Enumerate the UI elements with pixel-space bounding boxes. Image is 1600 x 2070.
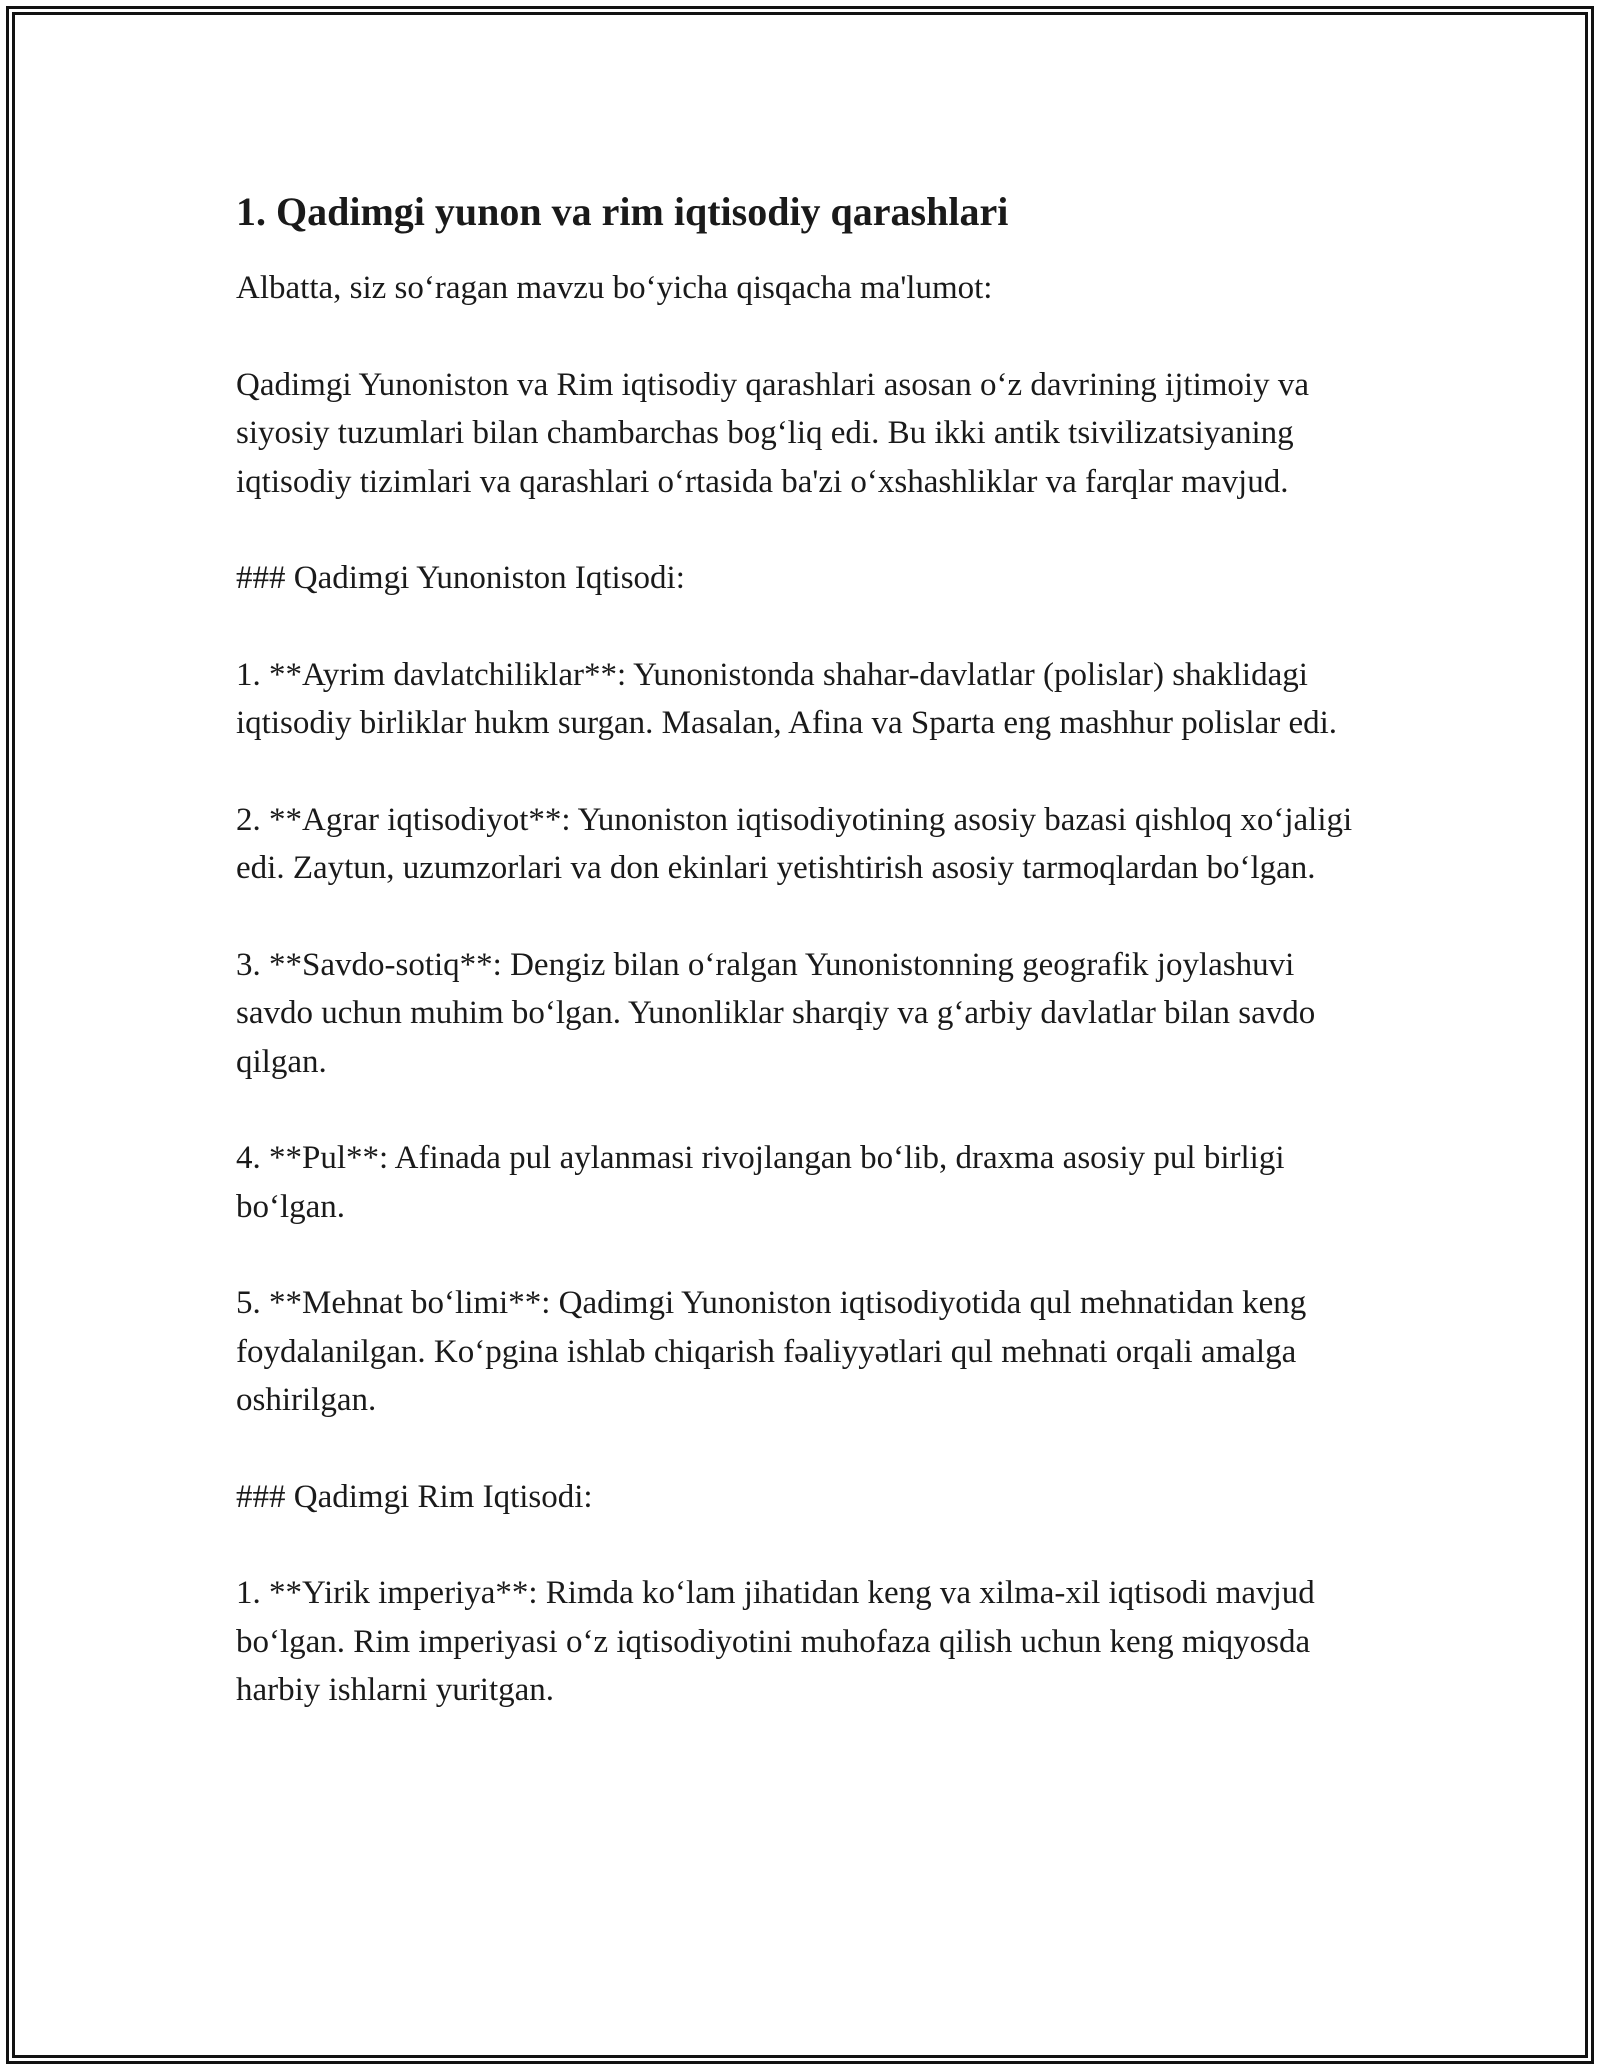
greece-item-1: 1. **Ayrim davlatchiliklar**: Yunonistonda shahar-davlatlar (polislar) shaklidagi iqtisodiy birliklar hukm surgan. Masalan, Afina va Sparta eng mashhur polislar edi. — [236, 656, 1338, 741]
greece-item-3: 3. **Savdo-sotiq**: Dengiz bilan o‘ralgan Yunonistonning geografik joylashuvi savdo uchun muhim bo‘lgan. Yunonliklar sharqiy va g‘arbiy davlatlar bilan savdo qilgan. — [236, 946, 1316, 1080]
intro-paragraph: Albatta, siz so‘ragan mavzu bo‘yicha qisqacha ma'lumot: — [236, 270, 993, 306]
section-heading-rome: ### Qadimgi Rim Iqtisodi: — [236, 1478, 593, 1515]
document-title: 1. Qadimgi yunon va rim iqtisodiy qarashlari — [236, 189, 1009, 234]
greece-item-4: 4. **Pul**: Afinada pul aylanmasi rivojlangan bo‘lib, draxma asosiy pul birligi bo‘lgan. — [236, 1140, 1285, 1225]
overview-paragraph: Qadimgi Yunoniston va Rim iqtisodiy qarashlari asosan o‘z davrining ijtimoiy va siyosiy tuzumlari bilan chambarchas bog‘liq edi. Bu ikki antik tsivilizatsiyaning iqtisodiy tizimlari va qarashlari o‘rtasida ba'zi o‘xshashliklar va farqlar mavjud. — [236, 366, 1309, 500]
rome-item-1: 1. **Yirik imperiya**: Rimda ko‘lam jihatidan keng va xilma-xil iqtisodi mavjud bo‘lgan. Rim imperiyasi o‘z iqtisodiyotini muhofaza qilish uchun keng miqyosda harbiy ishlarni yuritgan. — [236, 1575, 1315, 1708]
section-heading-greece: ### Qadimgi Yunoniston Iqtisodi: — [236, 560, 685, 596]
document-page — [236, 182, 1366, 1715]
greece-item-2: 2. **Agrar iqtisodiyot**: Yunoniston iqtisodiyotining asosiy bazasi qishloq xo‘jaligi edi. Zaytun, uzumzorlari va don ekinlari yetishtirish asosiy tarmoqlardan bo‘lgan. — [236, 801, 1353, 886]
greece-item-5: 5. **Mehnat bo‘limi**: Qadimgi Yunoniston iqtisodiyotida qul mehnatidan keng foydalanilgan. Ko‘pgina ishlab chiqarish fəaliyyətlari qul mehnati orqali amalga oshirilgan. — [236, 1285, 1307, 1418]
